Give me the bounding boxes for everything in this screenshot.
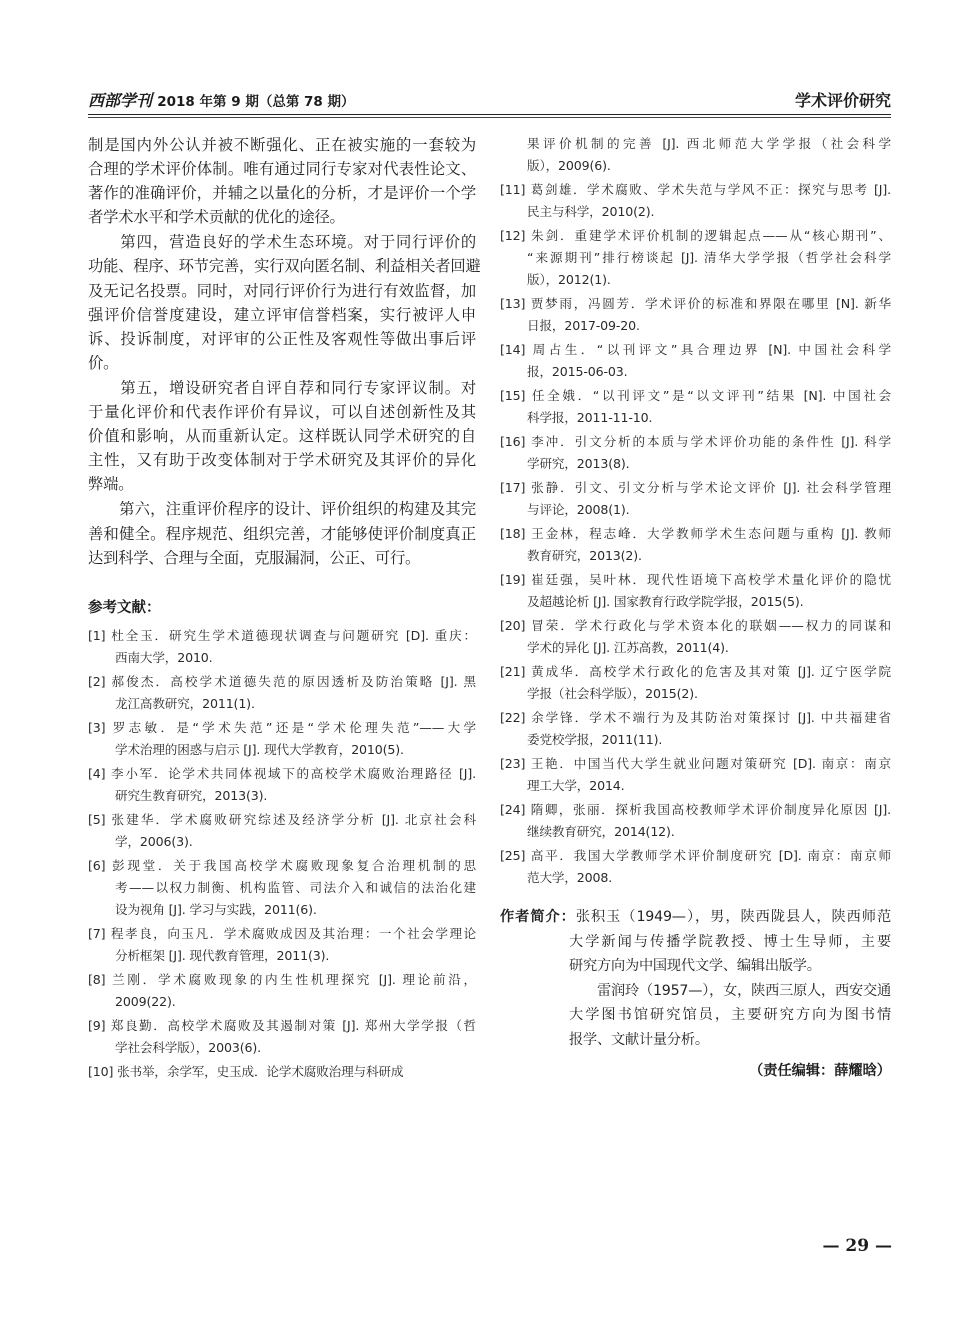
reference-line: [21] 黄成华．高校学术行政化的危害及其对策 [J]. 辽宁医学院 — [500, 664, 891, 679]
text-line: 诉、投诉制度，对评审的公正性及客观性等做出事后评 — [88, 329, 476, 348]
author-line: 大学图书馆研究馆员，主要研究方向为图书情 — [569, 1007, 891, 1023]
text-line: 于量化评价和代表作评价有异议，可以自述创新性及其 — [88, 403, 476, 422]
left-column — [88, 133, 481, 1085]
reference-line: [11] 葛剑雄．学术腐败、学术失范与学风不正：探究与思考 [J]. — [500, 182, 891, 197]
reference-item — [88, 763, 476, 807]
reference-line: [5] 张建华．学术腐败研究综述及经济学分析 [J]. 北京社会科 — [88, 811, 476, 827]
right-column — [500, 133, 891, 1080]
reference-line: 设为视角 [J]. 学习与实践，2011(6). — [115, 901, 317, 917]
reference-line: 学研究，2013(8). — [527, 456, 630, 471]
reference-line: [25] 高平．我国大学教师学术评价制度研究 [D]. 南京：南京师 — [500, 848, 891, 863]
text-line: 强评价信誉度建设，建立评审信誉档案，实行被评人申 — [88, 305, 476, 324]
reference-item — [500, 615, 891, 659]
text-line: 善和健全。程序规范、组织完善，才能够使评价制度真正 — [88, 524, 476, 543]
reference-line: 分析框架 [J]. 现代教育管理，2011(3). — [115, 947, 330, 963]
reference-line: [3] 罗志敏．是“学术失范”还是“学术伦理失范”——大学 — [88, 719, 476, 735]
author-label: 作者简介： — [500, 909, 576, 925]
reference-line: 报，2015-06-03. — [527, 364, 628, 379]
reference-item — [88, 923, 476, 967]
reference-line: [20] 冒荣．学术行政化与学术资本化的联姻——权力的同谋和 — [500, 618, 891, 633]
reference-item — [500, 845, 891, 889]
reference-item — [500, 799, 891, 843]
reference-line: [14] 周占生．“以刊评文”具合理边界 [N]. 中国社会科学 — [500, 342, 891, 357]
reference-line: [15] 任全娥．“以刊评文”是“以文评刊”结果 [N]. 中国社会 — [500, 388, 891, 403]
reference-line: [4] 李小军．论学术共同体视域下的高校学术腐败治理路径 [J]. — [88, 765, 476, 781]
paragraph — [88, 230, 481, 375]
reference-line: [16] 李冲．引文分析的本质与学术评价功能的条件性 [J]. 科学 — [500, 434, 891, 449]
author-line: 研究方向为中国现代文学、编辑出版学。 — [569, 958, 821, 974]
text-line: 价值和影响，从而重新认定。这样既认同学术研究的自 — [88, 427, 476, 446]
reference-line: [23] 王艳．中国当代大学生就业问题对策研究 [D]. 南京：南京 — [500, 756, 891, 771]
reference-line: 2009(22). — [115, 993, 176, 1009]
page-number: — 29 — — [822, 1236, 892, 1256]
reference-line: 考——以权力制衡、机构监管、司法介入和诚信的法治化建 — [115, 879, 476, 895]
reference-line: “来源期刊”排行榜谈起 [J]. 清华大学学报（哲学社会科学 — [527, 250, 891, 265]
text-line: 第五，增设研究者自评自荐和同行专家评议制。对 — [88, 378, 476, 397]
body-text — [88, 133, 481, 570]
reference-line: [17] 张静．引文、引文分析与学术论文评价 [J]. 社会科学管理 — [500, 480, 891, 495]
paragraph — [88, 376, 476, 496]
text-line: 者学术水平和学术贡献的优化的途径。 — [88, 208, 345, 227]
reference-item — [88, 969, 476, 1013]
reference-item — [500, 385, 891, 429]
reference-line: 学社会科学版），2003(6). — [115, 1039, 261, 1055]
reference-list — [88, 625, 476, 1083]
reference-line: [1] 杜全玉．研究生学术道德现状调查与问题研究 [D]. 重庆： — [88, 627, 476, 643]
author-line — [500, 905, 891, 930]
reference-item — [500, 431, 891, 475]
text-line: 功能、程序、环节完善，实行双向匿名制、利益相关者回避 — [88, 257, 481, 276]
reference-item — [500, 339, 891, 383]
reference-line: [7] 程孝良，向玉凡．学术腐败成因及其治理：一个社会学理论 — [88, 925, 476, 941]
reference-item — [500, 753, 891, 797]
reference-item — [500, 293, 891, 337]
reference-line: 西南大学，2010. — [115, 649, 213, 665]
author-line: 雷润玲（1957—），女，陕西三原人，西安交通 — [569, 982, 891, 999]
reference-line: 与评论，2008(1). — [527, 502, 630, 517]
reference-line: 及超越论析 [J]. 国家教育行政学院学报，2015(5). — [527, 594, 804, 609]
reference-item — [88, 1061, 476, 1083]
text-line: 价。 — [88, 353, 119, 372]
reference-line: [18] 王金林，程志峰．大学教师学术生态问题与重构 [J]. 教师 — [500, 526, 891, 541]
reference-item — [88, 717, 476, 761]
author-line: 大学新闻与传播学院教授、博士生导师，主要 — [569, 933, 891, 950]
reference-line: [2] 郝俊杰．高校学术道德失范的原因透析及防治策略 [J]. 黑 — [88, 673, 476, 689]
reference-line: 日报，2017-09-20. — [527, 318, 640, 333]
reference-item — [500, 523, 891, 567]
header-rule-thin — [88, 117, 891, 118]
reference-line: [8] 兰刚．学术腐败现象的内生性机理探究 [J]. 理论前沿， — [88, 971, 476, 987]
reference-line: 果评价机制的完善 [J]. 西北师范大学学报（社会科学 — [527, 136, 891, 151]
reference-line: 龙江高教研究，2011(1). — [115, 695, 255, 711]
text-line: 第六，注重评价程序的设计、评价组织的构建及其完 — [88, 500, 476, 519]
text-line: 合理的学术评价体制。唯有通过同行专家对代表性论文、 — [88, 160, 476, 179]
reference-line: 学报（社会科学版），2015(2). — [527, 686, 698, 701]
reference-line: 理工大学，2014. — [527, 778, 625, 793]
reference-line: [10] 张书举，余学军，史玉成．论学术腐败治理与科研成 — [88, 1063, 404, 1079]
text-line: 第四，营造良好的学术生态环境。对于同行评价的 — [88, 233, 476, 252]
references-heading: 参考文献： — [88, 599, 161, 616]
reference-line: [9] 郑良勤．高校学术腐败及其遏制对策 [J]. 郑州大学学报（哲 — [88, 1017, 476, 1033]
reference-item — [500, 661, 891, 705]
text-line: 主性，又有助于改变体制对于学术研究及其评价的异化 — [88, 451, 476, 470]
reference-line: 委党校学报，2011(11). — [527, 732, 663, 747]
text-line: 制是国内外公认并被不断强化、正在被实施的一套较为 — [88, 136, 476, 154]
reference-item — [88, 855, 476, 921]
section-title: 学术评价研究 — [794, 91, 891, 110]
reference-item — [88, 625, 476, 669]
text-line: 及无记名投票。同时，对同行评价行为进行有效监督，加 — [88, 281, 476, 300]
reference-line: 教育研究，2013(2). — [527, 548, 642, 563]
page-header — [88, 84, 891, 114]
reference-item — [88, 809, 476, 853]
reference-line: 学，2006(3). — [115, 833, 193, 849]
reference-line: 版），2009(6). — [527, 158, 611, 173]
reference-item — [88, 671, 476, 715]
reference-line: 范大学，2008. — [527, 870, 613, 885]
reference-item — [500, 569, 891, 613]
reference-line: [6] 彭现堂．关于我国高校学术腐败现象复合治理机制的思 — [88, 857, 476, 873]
reference-item — [500, 707, 891, 751]
reference-line: 版），2012(1). — [527, 272, 611, 287]
reference-item — [500, 179, 891, 223]
reference-line: [19] 崔廷强，吴叶林．现代性语境下高校学术量化评价的隐忧 — [500, 572, 891, 587]
reference-line: [24] 隋卿，张丽．探析我国高校教师学术评价制度异化原因 [J]. — [500, 802, 891, 817]
reference-line: 学术的异化 [J]. 江苏高教，2011(4). — [527, 640, 729, 655]
text-line: 达到科学、合理与全面，克服漏洞，公正、可行。 — [88, 548, 421, 567]
author-bio — [500, 905, 891, 1052]
responsible-editor: （责任编辑：薛耀晗） — [749, 1063, 891, 1079]
reference-item — [500, 133, 891, 177]
journal-name: 西部学刊 — [88, 91, 153, 110]
reference-line: 民主与科学，2010(2). — [527, 204, 655, 219]
reference-line: 学术治理的困惑与启示 [J]. 现代大学教育，2010(5). — [115, 741, 404, 757]
journal-line — [88, 88, 355, 111]
text-line: 弊端。 — [88, 475, 134, 494]
reference-line: 研究生教育研究，2013(3). — [115, 787, 268, 803]
journal-issue: 2018 年第 9 期（总第 78 期） — [157, 94, 355, 110]
reference-item — [500, 225, 891, 291]
reference-item — [88, 1015, 476, 1059]
author-text: 张积玉（1949—），男，陕西陇县人，陕西师范 — [575, 909, 891, 925]
reference-line: [22] 余学锋．学术不端行为及其防治对策探讨 [J]. 中共福建省 — [500, 710, 891, 725]
reference-line: 继续教育研究，2014(12). — [527, 824, 675, 839]
paragraph — [88, 497, 476, 569]
reference-list-continued — [500, 133, 891, 889]
paragraph — [88, 133, 476, 229]
text-line: 著作的准确评价，并辅之以量化的分析，才是评价一个学 — [88, 184, 476, 203]
reference-line: [13] 贾梦雨，冯圆芳．学术评价的标准和界限在哪里 [N]. 新华 — [500, 296, 891, 311]
reference-item — [500, 477, 891, 521]
reference-line: [12] 朱剑．重建学术评价机制的逻辑起点——从“核心期刊”、 — [500, 228, 891, 243]
header-rule — [88, 114, 891, 115]
reference-line: 科学报，2011-11-10. — [527, 410, 653, 425]
author-line: 报学、文献计量分析。 — [569, 1031, 709, 1048]
